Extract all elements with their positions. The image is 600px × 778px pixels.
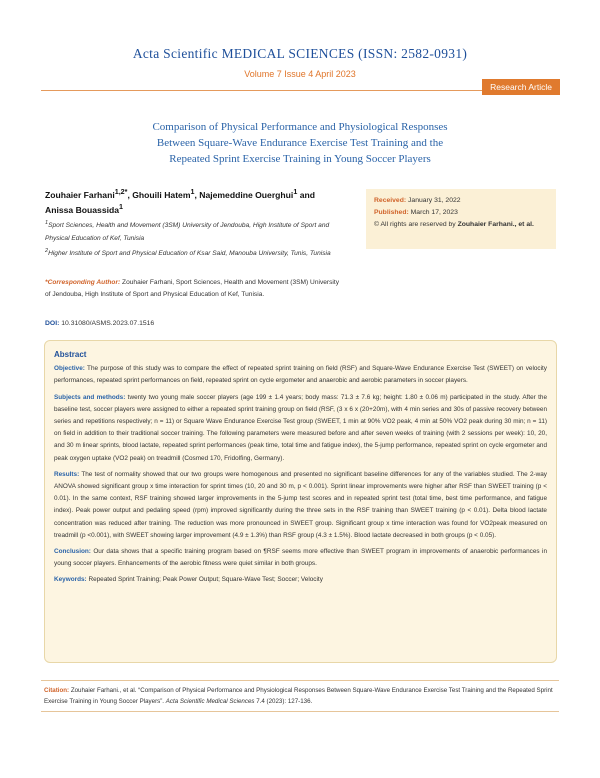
- citation-tail: 7.4 (2023): 127-136.: [254, 698, 313, 705]
- author-affil-mark: 1: [190, 188, 195, 196]
- results-label: Results:: [54, 470, 80, 478]
- citation-divider-top: [41, 680, 559, 681]
- published-value: March 17, 2023: [408, 209, 458, 216]
- abstract-keywords: [54, 574, 547, 586]
- corr-text: Zouhaier Farhani, Sport Sciences, Health and Movement (3SM) University of Jendouba, High Institute of Sport and Physical Education of Kef, Tunisia.: [45, 279, 340, 298]
- dates-box: [366, 189, 556, 249]
- affil-mark: 2: [45, 248, 49, 255]
- abstract-heading: Abstract: [54, 350, 87, 359]
- author-affil-mark: 1,2*: [114, 188, 128, 196]
- citation-text: Zouhaier Farhani., et al. “Comparison of Physical Performance and Physiological Responses Between Square-Wave Endurance Exercise Test Training and the Repeated Sprint Exercise Training in Young Soccer Players”.: [44, 687, 553, 705]
- conclusion-label: Conclusion:: [54, 548, 91, 556]
- affiliation-2: [45, 245, 335, 260]
- objective-text: The purpose of this study was to compare the effect of repeated sprint training on field (RSF) and Square-Wave Endurance Exercise Test (SWEET) on velocity performances, repeated sprint performances on field, repeated sprint on cycle ergometer and anaerobic and aerobic parameters in soccer players.: [54, 365, 547, 385]
- author-name: , Ghouili Hatem: [127, 189, 191, 200]
- affiliations: [45, 217, 335, 260]
- doi-link[interactable]: 10.31080/ASMS.2023.07.1516: [59, 320, 155, 327]
- journal-title: Acta Scientific MEDICAL SCIENCES (ISSN: 2582-0931): [132, 46, 468, 61]
- objective-label: Objective:: [54, 365, 85, 373]
- citation-divider-bottom: [41, 711, 559, 712]
- corr-label: *Corresponding Author:: [45, 279, 121, 286]
- abstract-results: [54, 469, 547, 542]
- author-name: and Anissa Bouassida: [45, 189, 315, 215]
- title-line: Comparison of Physical Performance and Physiological Responses: [152, 121, 448, 133]
- results-text: The test of normality showed that our two groups were homogenous and presented no significant baseline differences for any of the variables studied. The 2-way ANOVA showed significant group x time interaction for sprint times (10, 20 and 30 m, p < 0.001). Sprint linear improvements were higher after RSF than SWEET training (p < 0.01). In the same context, RSF training showed larger improvements in the 5-jump test scores and in repeated sprint test (total time, best time performance, and fatigue index). Peak power output and pedaling speed (rpm) improved significantly during the three sets in the RSF training than SWEET training (p < 0.01). Delta blood lactate concentration was reduced after training. The reduction was more pronounced in SWEET group. Significant group x time interaction was found for VO2peak measured on treadmill (p <0.001), with SWEET showing larger improvement (4.9 ± 1.3%) than RSF group (4.3 ± 1.5%). Blood lactate decreased in both groups (p < 0.05).: [54, 470, 547, 539]
- doi-label: DOI:: [45, 320, 60, 327]
- conclusion-text: Our data shows that a specific training program based on ¶RSF seems more effective than SWEET program in improvements of anaerobic performances in young soccer players. Enhancements of the aerobic fitness were quiet similar in both groups.: [54, 548, 547, 568]
- abstract-subjects: [54, 392, 547, 465]
- article-title: [90, 119, 510, 167]
- received-label: Received:: [374, 197, 407, 204]
- doi: [45, 320, 154, 327]
- rights-text: © All rights are reserved by: [374, 221, 458, 228]
- affil-text: Sport Sciences, Health and Movement (3SM) University of Jendouba, High Institute of Sport and Physical Education of Kef, Tunisia: [45, 222, 330, 243]
- keywords-text: Repeated Sprint Training; Peak Power Output; Square-Wave Test; Soccer; Velocity: [86, 576, 323, 584]
- abstract-conclusion: [54, 546, 547, 570]
- keywords-label: Keywords:: [54, 576, 87, 584]
- corresponding-author: [45, 277, 345, 301]
- abstract-box: [44, 340, 557, 663]
- article-type-badge: Research Article: [482, 79, 560, 95]
- published-label: Published:: [374, 209, 409, 216]
- citation-label: Citation:: [44, 687, 70, 694]
- citation: [44, 685, 557, 707]
- title-line: Between Square-Wave Endurance Exercise Test Training and the: [156, 137, 444, 149]
- author-list: [45, 186, 345, 216]
- citation-journal: Acta Scientific Medical Sciences: [165, 698, 255, 705]
- abstract-objective: [54, 363, 547, 387]
- received-value: January 31, 2022: [406, 197, 461, 204]
- rights-holder: Zouhaier Farhani., et al.: [457, 221, 534, 228]
- author-name: , Najemeddine Ouerghui: [194, 189, 294, 200]
- rights: [374, 219, 548, 231]
- title-line: Repeated Sprint Exercise Training in Young Soccer Players: [169, 153, 431, 165]
- subjects-label: Subjects and methods:: [54, 393, 126, 401]
- subjects-text: twenty two young male soccer players (age 199 ± 1.4 years; body mass: 71.3 ± 7.6 kg; height: 1.80 ± 0.06 m) participated in the study. After the baseline test, soccer players were assigned to either a repeated sprint training group on field (RSF, (3 x 6 x (20+20m), with 4 min series and 30s of passive recovery between series and repetitions respectively; n = 11) or Square Wave Endurance Exercise Test group (SWEET, 1 min at 90% VO2 peak, 4 min at 50% VO2 peak during 30 min; n = 11) on field in addition to their traditional soccer training. The following parameters were measured before and after seven weeks of training (with 2 sessions per week): 10, 20, and 30 m linear sprints, blood lactate, repeated sprint performances (peak time, total time and fatigue index), the 5-jump performance, repeated sprint on cycle ergometer and peak oxygen uptake (VO2 peak) on treadmill (Cosmed 170, Fridolfing, Germany).: [54, 393, 548, 462]
- volume-issue: Volume 7 Issue 4 April 2023: [244, 69, 356, 79]
- affiliation-1: [45, 217, 335, 245]
- received-date: [374, 195, 548, 207]
- author-affil-mark: 1: [293, 188, 298, 196]
- author-name: Zouhaier Farhani: [45, 189, 115, 200]
- published-date: [374, 207, 548, 219]
- affil-text: Higher Institute of Sport and Physical Education of Ksar Said, Manouba University, Tunis, Tunisia: [48, 250, 331, 258]
- affil-mark: 1: [45, 220, 49, 226]
- author-affil-mark: 1: [119, 202, 124, 211]
